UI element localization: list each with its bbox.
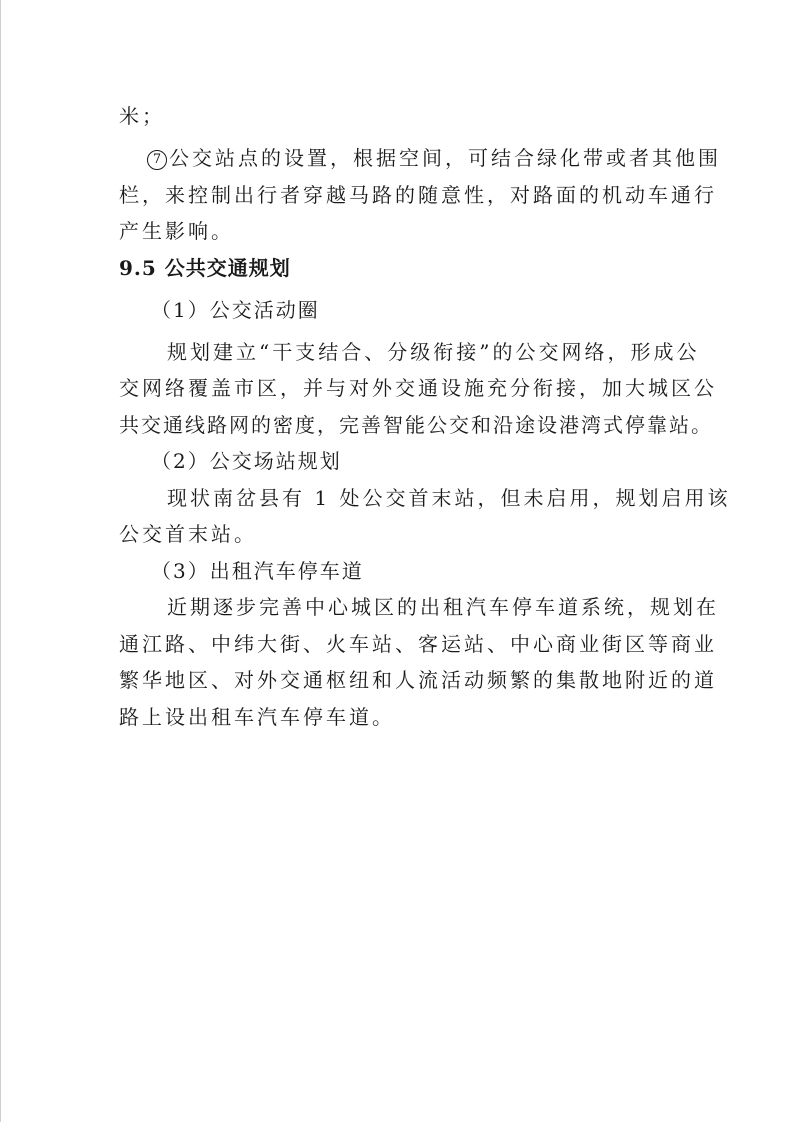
subsection-title-3: （3）出租汽车停车道 xyxy=(151,559,364,583)
section-heading: 9.5 公共交通规划 xyxy=(119,256,291,280)
circled-number-7: 7 xyxy=(147,150,167,170)
paragraph-3-line-2: 通江路、中纬大街、火车站、客运站、中心商业街区等商业 xyxy=(119,632,717,656)
list-item-7-line-3: 产生影响。 xyxy=(119,219,234,243)
paragraph-3-line-1: 近期逐步完善中心城区的出租汽车停车道系统，规划在 xyxy=(167,595,719,619)
paragraph-3-line-3: 繁华地区、对外交通枢纽和人流活动频繁的集散地附近的道 xyxy=(119,668,717,692)
paragraph-3-line-4: 路上设出租车汽车停车道。 xyxy=(119,705,395,729)
paragraph-2-line-2: 公交首末站。 xyxy=(119,522,257,546)
list-item-7-line-2: 栏，来控制出行者穿越马路的随意性，对路面的机动车通行 xyxy=(119,183,717,207)
list-item-7-text: 公交站点的设置，根据空间，可结合绿化带或者其他围 xyxy=(169,146,721,170)
subsection-title-2: （2）公交场站规划 xyxy=(151,449,342,473)
subsection-title-1: （1）公交活动圈 xyxy=(151,298,320,322)
paragraph-1-line-2: 交网络覆盖市区，并与对外交通设施充分衔接，加大城区公 xyxy=(119,376,717,400)
paragraph-1-line-3: 共交通线路网的密度，完善智能公交和沿途设港湾式停靠站。 xyxy=(119,413,713,437)
text-line-mi: 米； xyxy=(119,104,165,128)
paragraph-2-line-1: 现状南岔县有 1 处公交首末站，但未启用，规划启用该 xyxy=(167,486,731,510)
list-item-7-line-1 xyxy=(147,146,721,170)
paragraph-1-line-1: 规划建立“干支结合、分级衔接”的公交网络，形成公 xyxy=(167,340,700,364)
